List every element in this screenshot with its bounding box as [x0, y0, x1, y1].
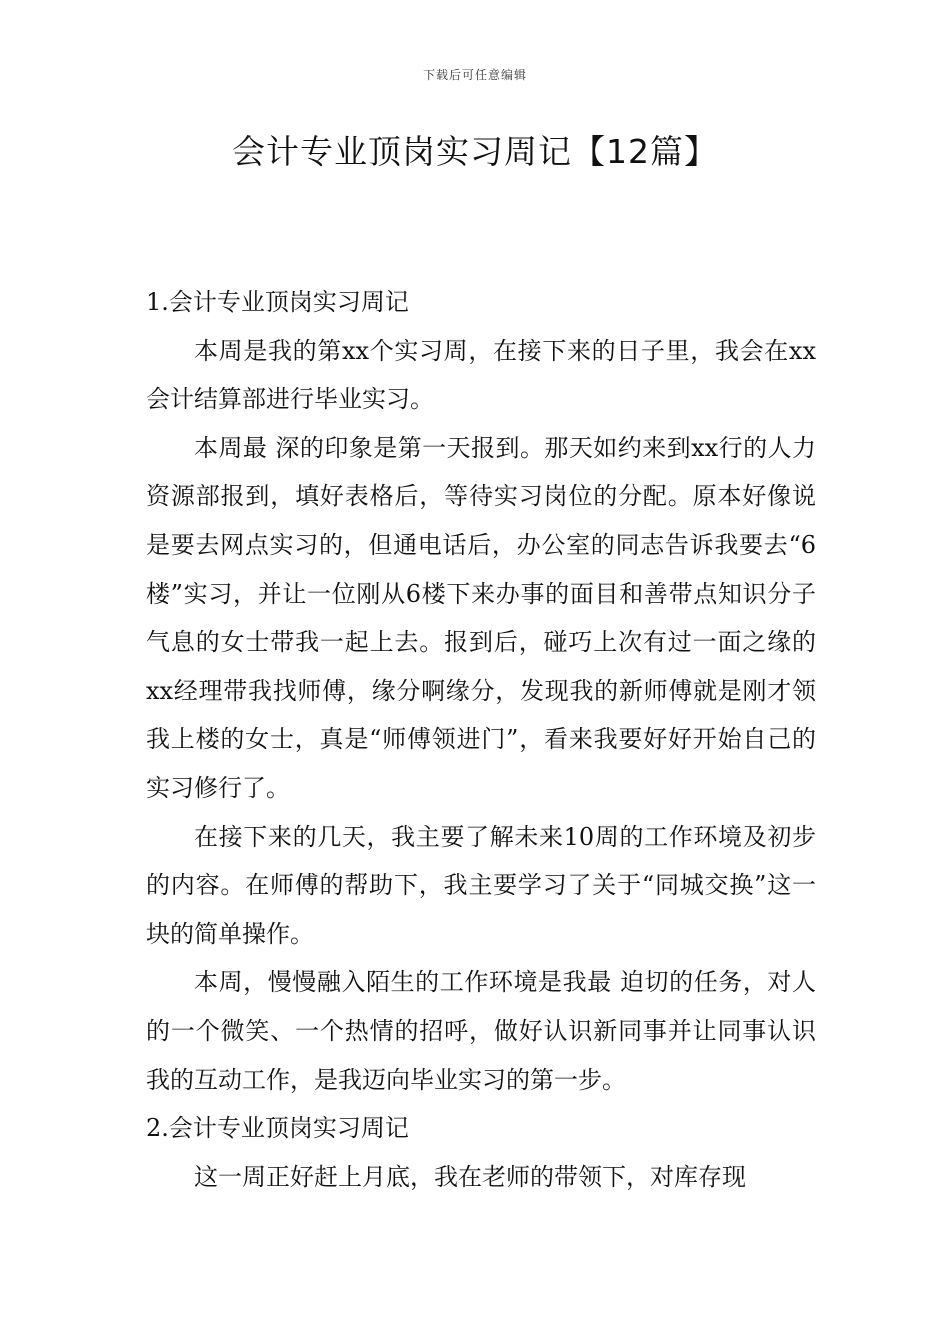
paragraph: 在接下来的几天，我主要了解未来10周的工作环境及初步的内容。在师傅的帮助下，我主要学习了关于“同城交换”这一块的简单操作。: [146, 822, 816, 948]
document-title: 会计专业顶岗实习周记【12篇】: [232, 132, 718, 171]
section-heading: 2.会计专业顶岗实习周记: [146, 1114, 409, 1143]
header-note: 下载后可任意编辑: [422, 68, 527, 82]
section-heading: 1.会计专业顶岗实习周记: [146, 288, 409, 316]
paragraph: 本周最 深的印象是第一天报到。那天如约来到xx行的人力资源部报到，填好表格后，等待实习岗位的分配。原本好像说是要去网点实习的，但通电话后，办公室的同志告诉我要去“6楼”实习，并让一位刚从6楼下来办事的面目和善带点知识分子气息的女士带我一起上去。报到后，碰巧上次有过一面之缘的xx经理带我找师傅，缘分啊缘分，发现我的新师傅就是刚才领我上楼的女士，真是“师傅领进门”，看来我要好好开始自己的实习修行了。: [146, 433, 816, 802]
paragraph: 这一周正好赶上月底，我在老师的带领下，对库存现: [194, 1162, 746, 1191]
document-body: [146, 278, 816, 1201]
paragraph: 本周是我的第xx个实习周，在接下来的日子里，我会在xx会计结算部进行毕业实习。: [146, 336, 816, 414]
paragraph: 本周，慢慢融入陌生的工作环境是我最 迫切的任务，对人的一个微笑、一个热情的招呼，做好认识新同事并让同事认识我的互动工作，是我迈向毕业实习的第一步。: [146, 968, 816, 1094]
